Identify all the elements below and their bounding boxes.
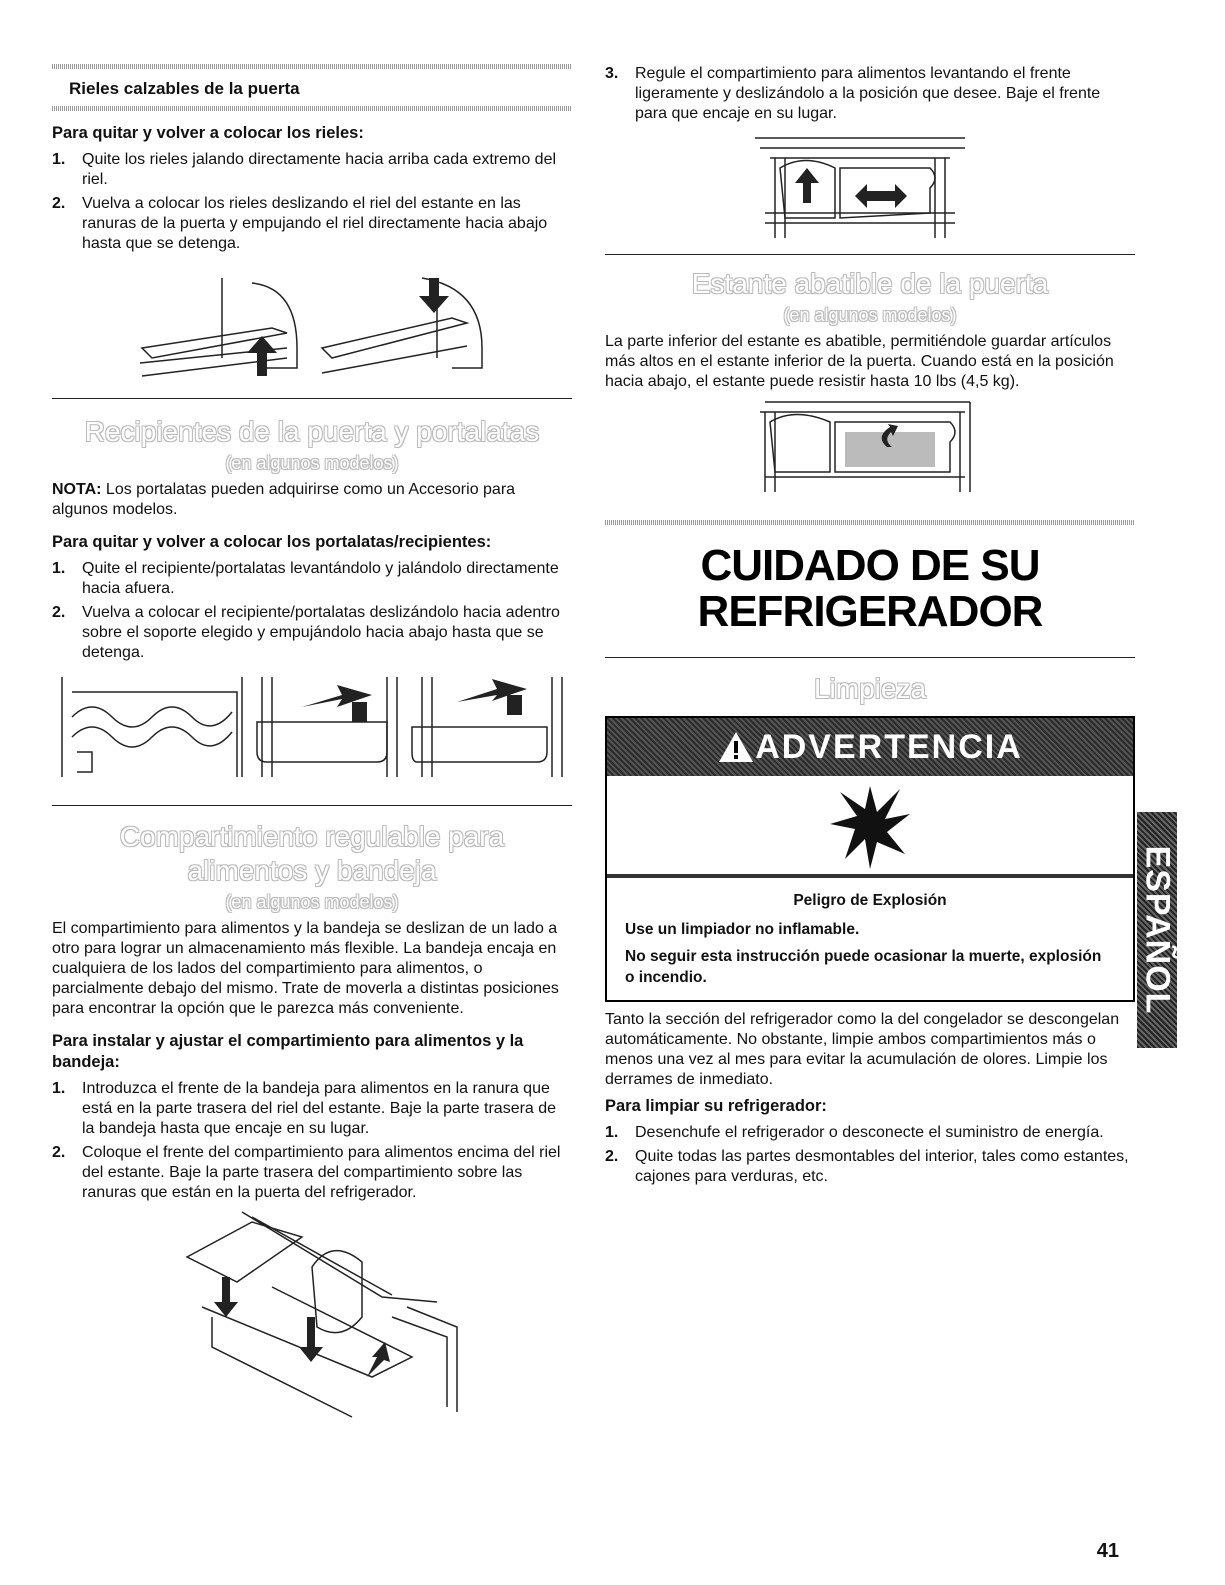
tilt-title: Estante abatible de la puerta <box>691 268 1049 299</box>
dotted-rule <box>605 520 1135 525</box>
tilt-models: (en algunos modelos) <box>783 305 957 325</box>
compartment-steps-continued <box>605 64 1135 124</box>
compartment-models: (en algunos modelos) <box>225 892 399 912</box>
adjust-illustration <box>605 128 1135 244</box>
bins-note: NOTA: Los portalatas pueden adquirirse como un Accesorio para algunos modelos. <box>52 481 516 518</box>
bins-title: Recipientes de la puerta y portalatas <box>84 416 540 447</box>
care-title-line1: CUIDADO DE SU <box>700 541 1040 590</box>
rails-steps <box>52 150 572 254</box>
list-item: 1. Quite los rieles jalando directamente hacia arriba cada extremo del riel. <box>52 151 557 188</box>
rails-heading: Rieles calzables de la puerta <box>69 79 300 98</box>
bins-subheading: Para quitar y volver a colocar los portalatas/recipientes: <box>52 533 492 551</box>
language-label: ESPAÑOL <box>1138 845 1177 1015</box>
cleaning-title: Limpieza <box>813 673 927 704</box>
hazard-instruction: Use un limpiador no inflamable. <box>625 921 860 938</box>
section-rule <box>605 254 1135 255</box>
page-number: 41 <box>1096 1540 1119 1562</box>
warning-text <box>607 874 1133 1000</box>
list-item: 2. Quite todas las partes desmontables del interior, tales como estantes, cajones para verduras, etc. <box>605 1148 1129 1185</box>
compartment-title-line2: alimentos y bandeja <box>187 855 437 886</box>
left-column <box>52 64 572 1427</box>
warning-box <box>605 716 1135 1002</box>
care-body: Tanto la sección del refrigerador como la del congelador se descongelan automáticamente. No obstante, limpie ambos compartimientos más o menos una vez al mes para evitar la acumulación de olores. Limpie los derrames de inmediato. <box>605 1011 1120 1088</box>
list-item: 2. Vuelva a colocar el recipiente/portalatas deslizándolo hacia adentro sobre el soporte elegido y empujándolo hacia abajo hasta que se detenga. <box>52 604 560 661</box>
list-item: 3. Regule el compartimiento para alimentos levantando el frente ligeramente y deslizándolo a la posición que desee. Baje el frente para que encaje en su lugar. <box>605 65 1101 122</box>
list-item: 2. Coloque el frente del compartimiento para alimentos encima del riel del estante. Baje la parte trasera del compartimiento sobre las ranuras que están en la puerta del refrigerador. <box>52 1144 561 1201</box>
hazard-consequence: No seguir esta instrucción puede ocasionar la muerte, explosión o incendio. <box>625 948 1102 986</box>
compartment-illustration <box>52 1207 572 1427</box>
explosion-icon <box>825 784 915 874</box>
list-item: 1. Quite el recipiente/portalatas levantándolo y jalándolo directamente hacia afuera. <box>52 560 559 597</box>
rails-subheading: Para quitar y volver a colocar los rieles: <box>52 124 364 142</box>
compartment-body: El compartimiento para alimentos y la bandeja se deslizan de un lado a otro para lograr un almacenamiento más flexible. La bandeja encaja en cualquiera de los lados del compartimiento para alimentos, o parcialmente debajo del mismo. Trate de moverla a distintas posiciones para encontrar la opción que le parezca más conveniente. <box>52 920 559 1017</box>
care-subheading: Para limpiar su refrigerador: <box>605 1097 827 1115</box>
section-rule <box>52 805 572 806</box>
section-rule <box>605 657 1135 658</box>
warning-banner <box>607 718 1133 776</box>
care-title-line2: REFRIGERADOR <box>697 587 1043 636</box>
compartment-title-line1: Compartimiento regulable para <box>119 821 505 852</box>
warning-symbol-area <box>607 776 1133 874</box>
language-side-tab <box>1137 812 1177 1048</box>
list-item: 2. Vuelva a colocar los rieles deslizando el riel del estante en las ranuras de la puerta y empujando el riel directamente hacia abajo hasta que se detenga. <box>52 195 548 252</box>
list-item: 1. Desenchufe el refrigerador o desconecte el suministro de energía. <box>605 1124 1104 1141</box>
compartment-steps <box>52 1079 572 1203</box>
warning-triangle-icon <box>717 730 755 764</box>
right-column <box>605 64 1135 1191</box>
hazard-title: Peligro de Explosión <box>793 892 947 909</box>
bins-illustration <box>52 667 572 785</box>
list-item: 1. Introduzca el frente de la bandeja para alimentos en la ranura que está en la parte trasera del riel del estante. Baje la parte trasera de la bandeja hasta que encaje en su lugar. <box>52 1080 557 1137</box>
tilt-body: La parte inferior del estante es abatible, permitiéndole guardar artículos más altos en el estante inferior de la puerta. Cuando está en la posición hacia abajo, el estante puede resistir hasta 10 lbs (4,5 kg). <box>605 333 1114 390</box>
tilt-illustration <box>605 392 1135 502</box>
bins-models: (en algunos modelos) <box>225 453 399 473</box>
section-rule <box>52 398 572 399</box>
care-steps <box>605 1123 1135 1187</box>
warning-label: ADVERTENCIA <box>755 727 1023 766</box>
bins-steps <box>52 559 572 663</box>
compartment-subheading: Para instalar y ajustar el compartimiento para alimentos y la bandeja: <box>52 1032 524 1071</box>
rails-illustration <box>52 258 572 388</box>
dotted-rule <box>52 106 572 111</box>
